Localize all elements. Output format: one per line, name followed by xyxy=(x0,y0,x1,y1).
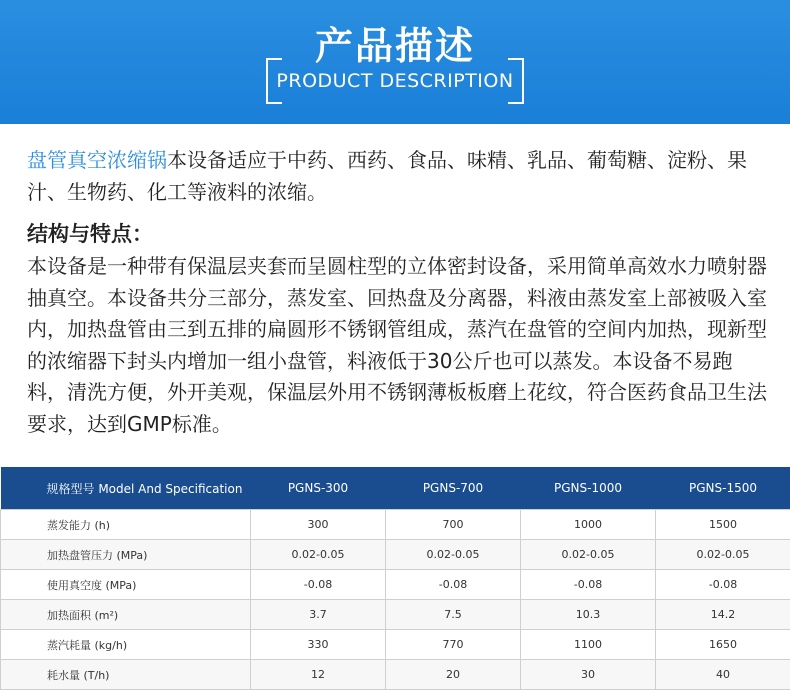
spec-cell: 14.2 xyxy=(656,600,790,630)
spec-cell: 10.3 xyxy=(521,600,656,630)
spec-cell: 700 xyxy=(386,510,521,540)
spec-header-cell: 规格型号 Model And Specification xyxy=(1,467,251,510)
spec-cell: 1500 xyxy=(656,510,790,540)
spec-cell: 1650 xyxy=(656,630,790,660)
spec-header-cell: PGNS-300 xyxy=(251,467,386,510)
spec-cell: 蒸发能力 (h) xyxy=(1,510,251,540)
table-row xyxy=(1,600,790,630)
intro-text: 本设备适应于中药、西药、食品、味精、乳品、葡萄糖、淀粉、果汁、生物药、化工等液料的浓缩。 xyxy=(27,148,747,204)
spec-header-cell: PGNS-1000 xyxy=(521,467,656,510)
spec-cell: 1000 xyxy=(521,510,656,540)
spec-cell: 蒸汽耗量 (kg/h) xyxy=(1,630,251,660)
page-title: 产品描述 xyxy=(0,24,790,68)
spec-cell: 0.02-0.05 xyxy=(386,540,521,570)
product-name: 盘管真空浓缩锅 xyxy=(27,148,167,172)
spec-cell: 1100 xyxy=(521,630,656,660)
spec-cell: 20 xyxy=(386,660,521,690)
spec-header-cell: PGNS-700 xyxy=(386,467,521,510)
spec-cell: 加热面积 (m²) xyxy=(1,600,251,630)
spec-table-header-row xyxy=(1,467,790,510)
features-heading: 结构与特点： xyxy=(27,219,153,249)
spec-cell: 12 xyxy=(251,660,386,690)
spec-cell: 0.02-0.05 xyxy=(521,540,656,570)
spec-cell: 0.02-0.05 xyxy=(656,540,790,570)
spec-cell: 7.5 xyxy=(386,600,521,630)
spec-cell: -0.08 xyxy=(251,570,386,600)
features-text: 本设备是一种带有保温层夹套而呈圆柱型的立体密封设备，采用简单高效水力喷射器抽真空。本设备共分三部分，蒸发室、回热盘及分离器，料液由蒸发室上部被吸入室内，加热盘管由三到五排的扁圆形不锈钢管组成，蒸汽在盘管的空间内加热，现新型的浓缩器下封头内增加一组小盘管，料液低于30公斤也可以蒸发。本设备不易跑料，清洗方便，外开美观，保温层外用不锈钢薄板板磨上花纹，符合医药食品卫生法要求，达到GMP标准。 xyxy=(27,251,772,440)
spec-cell: -0.08 xyxy=(656,570,790,600)
table-row xyxy=(1,510,790,540)
spec-cell: -0.08 xyxy=(386,570,521,600)
spec-header-cell: PGNS-1500 xyxy=(656,467,790,510)
spec-cell: 330 xyxy=(251,630,386,660)
spec-cell: 3.7 xyxy=(251,600,386,630)
table-row xyxy=(1,570,790,600)
intro-paragraph xyxy=(27,144,767,208)
spec-cell: 0.02-0.05 xyxy=(251,540,386,570)
table-row xyxy=(1,540,790,570)
table-row xyxy=(1,630,790,660)
header-banner xyxy=(0,0,790,124)
spec-cell: 300 xyxy=(251,510,386,540)
spec-cell: -0.08 xyxy=(521,570,656,600)
spec-cell: 耗水量 (T/h) xyxy=(1,660,251,690)
spec-cell: 使用真空度 (MPa) xyxy=(1,570,251,600)
spec-cell: 加热盘管压力 (MPa) xyxy=(1,540,251,570)
spec-table xyxy=(0,467,790,690)
table-row xyxy=(1,660,790,690)
page-subtitle: PRODUCT DESCRIPTION xyxy=(0,70,790,92)
spec-cell: 40 xyxy=(656,660,790,690)
spec-cell: 770 xyxy=(386,630,521,660)
spec-cell: 30 xyxy=(521,660,656,690)
